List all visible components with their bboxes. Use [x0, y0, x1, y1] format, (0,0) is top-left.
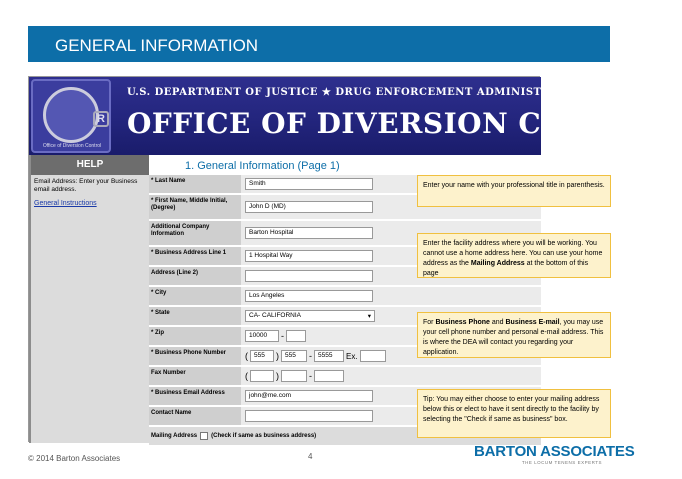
help-text: Email Address: Enter your Business email address.	[34, 178, 138, 193]
address-1-input[interactable]: 1 Hospital Way	[245, 250, 373, 262]
fax-prefix-input[interactable]	[281, 370, 307, 382]
page-number: 4	[308, 452, 313, 461]
email-label: * Business Email Address	[149, 387, 241, 405]
city-input[interactable]: Los Angeles	[245, 290, 373, 302]
fax-dash: -	[309, 371, 312, 381]
callout-mailing-tip-text: Tip: You may either choose to enter your mailing address below this or elect to have it sent directly to the facility by selecting the "Check if same as business" box.	[423, 396, 600, 423]
dea-banner	[29, 77, 682, 155]
slide-title: GENERAL INFORMATION	[55, 36, 259, 55]
state-select[interactable]	[245, 310, 375, 322]
fax-close-paren: )	[276, 371, 279, 381]
seal-emblem-icon	[43, 87, 99, 143]
barton-logo	[474, 443, 635, 469]
callout-address-post: at the bottom of this page	[423, 260, 589, 277]
row-fax	[149, 367, 541, 387]
same-address-checkbox[interactable]	[200, 432, 208, 440]
callout-contact-post: , you may use your cell phone number and personal e-mail address. This is where the DEA will contact you regarding your application.	[423, 319, 604, 356]
general-instructions-link[interactable]: General Instructions	[34, 200, 97, 207]
address-2-input[interactable]	[245, 270, 373, 282]
phone-line-input[interactable]: 5555	[314, 350, 344, 362]
contact-input[interactable]	[245, 410, 373, 422]
chevron-down-icon: ▾	[367, 313, 371, 320]
fax-line-input[interactable]	[314, 370, 344, 382]
seal-r-mark: R	[93, 111, 109, 127]
company-input[interactable]: Barton Hospital	[245, 227, 373, 239]
last-name-label: * Last Name	[149, 175, 241, 193]
zip-label: * Zip	[149, 327, 241, 345]
slide-title-bar	[28, 26, 610, 62]
logo-name: BARTON ASSOCIATES	[474, 443, 635, 460]
mailing-label: Mailing Address	[151, 432, 198, 439]
phone-area-input[interactable]: 555	[250, 350, 274, 362]
fax-label: Fax Number	[149, 367, 241, 385]
phone-open-paren: (	[245, 351, 248, 361]
phone-prefix-input[interactable]: 555	[281, 350, 307, 362]
mailing-check-text: (Check if same as business address)	[211, 432, 317, 439]
row-city	[149, 287, 541, 307]
state-value: CA- CALIFORNIA	[249, 312, 302, 319]
address-1-label: * Business Address Line 1	[149, 247, 241, 265]
form-heading: 1. General Information (Page 1)	[185, 160, 340, 172]
contact-label: Contact Name	[149, 407, 241, 425]
callout-contact-mid: and	[489, 319, 506, 326]
email-input[interactable]: john@me.com	[245, 390, 373, 402]
copyright-footer: © 2014 Barton Associates	[28, 454, 121, 463]
phone-ext-input[interactable]	[360, 350, 386, 362]
seal-caption: Office of Diversion Control	[42, 143, 102, 149]
mailing-row-label	[149, 427, 318, 445]
logo-tagline: THE LOCUM TENENS EXPERTS	[521, 460, 602, 465]
last-name-input[interactable]: Smith	[245, 178, 373, 190]
callout-name	[417, 175, 611, 207]
dea-seal	[31, 79, 111, 153]
fax-open-paren: (	[245, 371, 248, 381]
company-label: Additional Company Information	[149, 221, 241, 245]
phone-label: * Business Phone Number	[149, 347, 241, 365]
callout-contact-bold-phone: Business Phone	[435, 319, 490, 326]
state-label: * State	[149, 307, 241, 325]
phone-ext-label: Ex.	[346, 351, 358, 361]
dept-line: U.S. DEPARTMENT OF JUSTICE ★ DRUG ENFORCEMENT ADMINISTRATION	[127, 87, 590, 98]
fax-area-input[interactable]	[250, 370, 274, 382]
callout-mailing-tip	[417, 389, 611, 438]
zip-ext-input[interactable]	[286, 330, 306, 342]
callout-contact	[417, 312, 611, 358]
callout-address	[417, 233, 611, 278]
zip-dash: -	[281, 331, 284, 341]
help-title: HELP	[31, 155, 149, 175]
callout-contact-bold-email: Business E-mail	[505, 319, 560, 326]
callout-address-bold: Mailing Address	[470, 260, 525, 267]
city-label: * City	[149, 287, 241, 305]
callout-address-pre: Enter the facility address where you will be working. You cannot use a home address here. You can use your home address as the	[423, 240, 603, 267]
office-line: OFFICE OF DIVERSION CONTROL	[127, 107, 682, 140]
help-panel	[31, 155, 149, 443]
address-2-label: Address (Line 2)	[149, 267, 241, 285]
zip-input[interactable]: 10000	[245, 330, 279, 342]
callout-contact-pre: For	[423, 319, 436, 326]
phone-close-paren: )	[276, 351, 279, 361]
first-name-input[interactable]: John D (MD)	[245, 201, 373, 213]
callout-name-text: Enter your name with your professional title in parenthesis.	[423, 182, 605, 189]
phone-dash: -	[309, 351, 312, 361]
first-name-label: * First Name, Middle Initial, (Degree)	[149, 195, 241, 219]
